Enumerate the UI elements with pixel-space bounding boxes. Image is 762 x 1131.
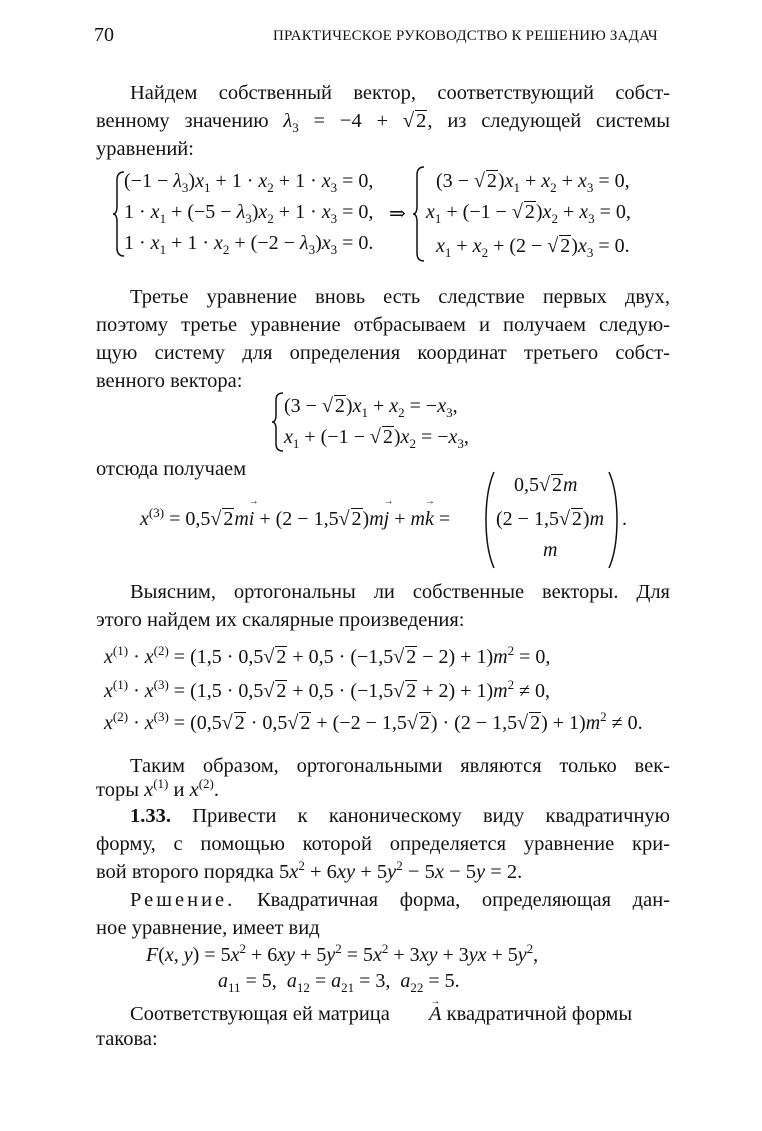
paragraph-matrix-2: такова: <box>96 1028 158 1050</box>
eigenvalue-formula: $\lambda_3 = -4 + √2$, <box>283 110 433 135</box>
system1-right-row3: $x_1 + x_2 + (2$ − √ $2)x_3 = 0$. <box>436 235 630 260</box>
brace-system2 <box>271 391 285 453</box>
running-title: ПРАКТИЧЕСКОЕ РУКОВОДСТВО К РЕШЕНИЮ ЗАДАЧ <box>273 28 658 44</box>
paragraph-conclusion-1: Таким образом, ортогональными являются только век- <box>130 755 670 777</box>
problem-1-33-line3: вой второго порядка $5x^2 + 6xy + 5y^2 - 5x - 5y = 2$. <box>96 858 523 883</box>
conclusion-and-word: и <box>173 779 185 801</box>
paragraph-orthogonality-1: Выясним, ортогональны ли собственные векторы. Для <box>130 581 670 603</box>
matrix-symbol: A → <box>395 1000 442 1028</box>
paragraph-orthogonality-2: этого найдем их скалярные произведения: <box>96 609 465 631</box>
vector-eq-lhs: $x^{(3)} = 0,5√$ 2mi → + (2 − 1,5√ 2)mj → + mk → = <box>140 508 450 531</box>
quad-form-line2: $a_{11} = 5$, $a_{12} = a_{21} = 3$, $a_{22} = 5$. <box>218 970 460 995</box>
paragraph-eigenvector-intro: Найдем собственный вектор, соответствующий собст- <box>130 82 670 104</box>
paragraph-hence: отсюда получаем <box>96 458 247 480</box>
paragraph-eigenvalue-line <box>96 107 670 135</box>
system1-left-row2: $1 \cdot x_1 + (-5 - \lambda_3)x_2 + 1 \cdot x_3 = 0$, <box>124 201 374 226</box>
matrix-text-b: квадратичной формы <box>446 1003 633 1025</box>
paragraph-third-equation-2: поэтому третье уравнение отбрасываем и получаем следую- <box>96 314 670 336</box>
problem-1-33-line2: форму, с помощью которой определяется уравнение кри- <box>96 833 670 855</box>
eigenvalue-text-b: из следующей системы <box>447 110 670 132</box>
paragraph-conclusion-2: торы $x^{(1)}$ и $x^{(2)}$. <box>96 776 220 801</box>
conclusion-vectors-word: торы <box>96 779 139 801</box>
paragraph-matrix-1 <box>96 1000 670 1028</box>
right-brace-system1 <box>412 165 426 263</box>
column-entry-1: 0,5√ 2m <box>514 474 578 496</box>
system1-right-row2: $x_1 + (-1$ − √ $2)x_2 + x_3 = 0$, <box>426 201 631 226</box>
system1-arrow: ⇒ <box>389 203 406 225</box>
solution-label: Решение. <box>130 889 236 911</box>
problem-text-3: вой второго порядка <box>96 861 274 883</box>
dot-product-1-3: $x^{(1)} \cdot x^{(3)} = (1,5 \cdot 0,5√$ 2 + 0,5 · (−1,5√ $2 + 2) + 1)m^2 \ne 0$, <box>104 677 551 702</box>
column-entry-2: (2 − 1,5√ 2)m <box>496 508 605 530</box>
matrix-text-a: Соответствующая ей матрица <box>130 1003 390 1025</box>
column-entry-3: m <box>543 539 558 561</box>
system2-row2: $x_1 + (-1$ − √ $2)x_2 = -x_3$, <box>284 426 469 451</box>
system1-left-row3: $1 \cdot x_1 + 1 \cdot x_2 + (-2 - \lambda_3)x_3 = 0$. <box>124 232 374 257</box>
problem-1-33-line1 <box>96 802 670 830</box>
quad-form-line1: F(x, $y) = 5x^2 + 6xy + 5y^2 = 5x^2 + 3xy + 3yx + 5y^2$, <box>146 941 539 966</box>
column-right-paren <box>607 470 619 570</box>
eigenvalue-text-a: венному значению <box>96 110 269 132</box>
vector-eq-end: . <box>622 508 627 530</box>
problem-text-1: Привести к каноническому виду квадратичную <box>192 805 671 827</box>
system2-row1: (3 − √ $2)x_1 + x_2 = -x_3$, <box>284 395 458 420</box>
dot-product-1-2: $x^{(1)} \cdot x^{(2)} = (1,5 \cdot 0,5√$ 2 + 0,5 · (−1,5√ $2 - 2) + 1)m^2 = 0$, <box>104 643 551 668</box>
paragraph-third-equation-1: Третье уравнение вновь есть следствие первых двух, <box>130 286 670 308</box>
system1-left-row1: $(-1 - \lambda_3)x_1 + 1 \cdot x_2 + 1 \cdot x_3 = 0$, <box>124 170 374 195</box>
page-number: 70 <box>94 24 114 46</box>
paragraph-equations-label: уравнений: <box>96 138 194 160</box>
column-left-paren <box>484 470 496 570</box>
solution-line1 <box>96 886 670 914</box>
solution-line2: ное уравнение, имеет вид <box>96 917 320 939</box>
paragraph-third-equation-4: венного вектора: <box>96 370 243 392</box>
paragraph-third-equation-3: щую систему для определения координат третьего собст- <box>96 342 670 364</box>
solution-text-1: Квадратичная форма, определяющая дан- <box>256 889 671 911</box>
problem-number: 1.33. <box>130 805 171 827</box>
system1-right-row1: (3 − √ $2)x_1 + x_2 + x_3 = 0$, <box>436 170 630 195</box>
dot-product-2-3: $x^{(2)} \cdot x^{(3)} = (0,5√$ 2 · 0,5√ 2 + (−2 − 1,5√ 2) · (2 − 1,5√ $2) + 1)m^2 \ne 0$. <box>104 709 643 734</box>
